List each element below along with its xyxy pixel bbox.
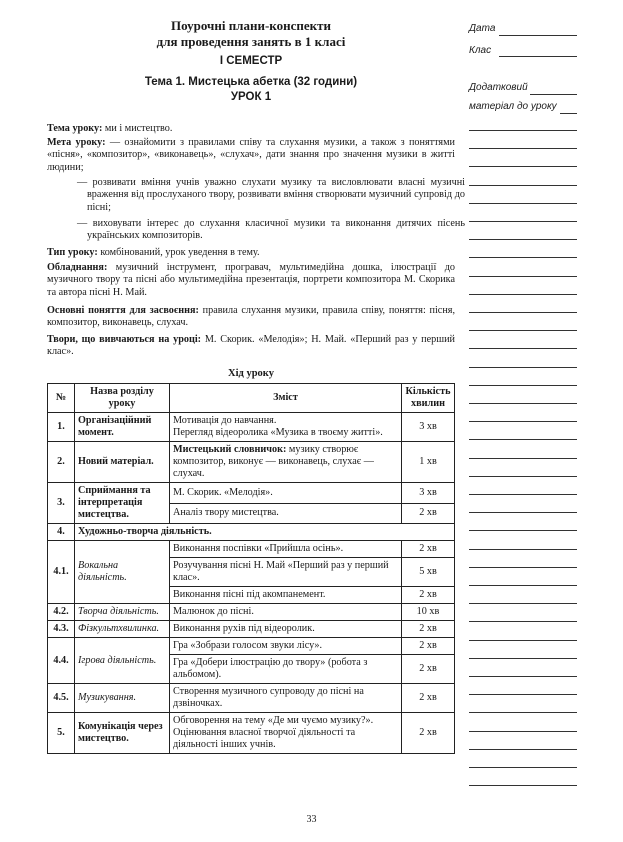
row-content: Аналіз твору мистецтва. <box>170 503 402 524</box>
content-item: Обговорення на тему «Де ми чуємо музику?». <box>173 715 374 726</box>
row-section: Фізкультхвилинка. <box>75 621 170 638</box>
row-content: Гра «Добери ілюстрацію до твору» (робота з альбомом). <box>170 655 402 684</box>
topic-line <box>47 123 455 135</box>
ruled-line <box>469 767 577 768</box>
ruled-line <box>469 476 577 477</box>
table-row <box>48 713 455 754</box>
row-minutes: 3 хв <box>402 413 455 442</box>
table-row <box>48 684 455 713</box>
ruled-line <box>469 603 577 604</box>
ruled-line <box>530 94 577 95</box>
row-content: Розучування пісні Н. Май «Перший раз у перший клас». <box>170 558 402 587</box>
row-minutes: 2 хв <box>402 541 455 558</box>
row-content: Створення музичного супроводу до пісні на дзвіночках. <box>170 684 402 713</box>
ruled-line <box>469 585 577 586</box>
type-label: Тип уроку: <box>47 247 98 258</box>
table-row <box>48 604 455 621</box>
ruled-line <box>469 148 577 149</box>
row-num: 5. <box>48 713 75 754</box>
ruled-line <box>469 185 577 186</box>
page-title <box>47 18 455 50</box>
content-item: Мотивація до навчання. <box>173 415 277 426</box>
goal-label: Мета уроку: <box>47 137 106 148</box>
row-section: Сприймання та інтерпретація мистецтва. <box>75 483 170 524</box>
row-num: 4.2. <box>48 604 75 621</box>
row-num: 3. <box>48 483 75 524</box>
ruled-line <box>469 676 577 677</box>
ruled-line <box>560 113 577 114</box>
row-section: Музикування. <box>75 684 170 713</box>
concepts-label: Основні поняття для засвоєння: <box>47 305 199 316</box>
row-minutes: 3 хв <box>402 483 455 504</box>
type-line <box>47 247 455 259</box>
row-minutes: 2 хв <box>402 503 455 524</box>
topic-text: ми і мистецтво. <box>102 123 173 134</box>
content-bold: Мистецький словничок: <box>173 444 287 455</box>
table-row <box>48 413 455 442</box>
row-num: 4.4. <box>48 638 75 684</box>
content-text: музику створює композитор, виконує — виконавець, слухає — слухач. <box>173 444 374 479</box>
ruled-line <box>469 385 577 386</box>
row-num: 4.5. <box>48 684 75 713</box>
row-num: 4. <box>48 524 75 541</box>
header-section: Назва розділу уроку <box>75 384 170 413</box>
row-content: Малюнок до пісні. <box>170 604 402 621</box>
ruled-line <box>499 35 577 36</box>
title-line-1: Поурочні плани-конспекти <box>171 18 331 33</box>
row-minutes: 2 хв <box>402 621 455 638</box>
ruled-line <box>469 257 577 258</box>
row-content: Виконання рухів під відеоролик. <box>170 621 402 638</box>
ruled-line <box>469 694 577 695</box>
row-minutes: 2 хв <box>402 684 455 713</box>
header-content: Зміст <box>170 384 402 413</box>
row-num: 2. <box>48 442 75 483</box>
semester-heading: І СЕМЕСТР <box>219 55 283 67</box>
row-content <box>170 713 402 754</box>
row-content <box>170 442 402 483</box>
ruled-line <box>469 658 577 659</box>
row-minutes: 10 хв <box>402 604 455 621</box>
sidebar-extra-label-1: Додатковий <box>469 82 528 93</box>
goal-line-1 <box>47 137 455 174</box>
works-line <box>47 334 455 359</box>
table-row <box>48 524 455 541</box>
table-header-row <box>48 384 455 413</box>
ruled-line <box>469 494 577 495</box>
row-section: Ігрова діяльність. <box>75 638 170 684</box>
theme-heading: Тема 1. Мистецька абетка (32 години) <box>144 76 358 88</box>
ruled-line <box>469 239 577 240</box>
ruled-line <box>469 367 577 368</box>
topic-label: Тема уроку: <box>47 123 103 134</box>
row-minutes: 2 хв <box>402 638 455 655</box>
row-section: Творча діяльність. <box>75 604 170 621</box>
row-section: Новий матеріал. <box>75 442 170 483</box>
row-content: Виконання пісні під акомпанемент. <box>170 587 402 604</box>
ruled-line <box>469 712 577 713</box>
ruled-line <box>469 403 577 404</box>
row-minutes: 5 хв <box>402 558 455 587</box>
ruled-line <box>469 640 577 641</box>
row-section: Художньо-творча діяльність. <box>75 524 455 541</box>
row-section: Організаційний момент. <box>75 413 170 442</box>
row-minutes: 2 хв <box>402 655 455 684</box>
lesson-heading: УРОК 1 <box>230 91 272 103</box>
row-num: 4.3. <box>48 621 75 638</box>
goal-text-1: — ознайомити з правилами співу та слухання музики, а також з поняттями «пісня», «композитор», «виконавець», «слухач», дати знання про значення музики в житті людини; <box>47 137 455 173</box>
type-text: комбінований, урок уведення в тему. <box>97 247 260 258</box>
ruled-line <box>469 749 577 750</box>
sidebar-date-label: Дата <box>469 23 496 34</box>
row-minutes: 2 хв <box>402 713 455 754</box>
goal-line-3: — виховувати інтерес до слухання класичної музики та виконання дитячих пісень українських композиторів. <box>77 218 465 242</box>
row-section: Комунікація через мистецтво. <box>75 713 170 754</box>
ruled-line <box>469 330 577 331</box>
sidebar-extra-label-2: матеріал до уроку <box>469 101 557 112</box>
row-content <box>170 413 402 442</box>
ruled-line <box>469 348 577 349</box>
ruled-line <box>469 221 577 222</box>
ruled-line <box>469 276 577 277</box>
equipment-text: музичний інструмент, програвач, мультимедійна дошка, ілюстрації до музичного твору та пісні або мультимедійна презентація, портрети композитора М. Скорика та автора пісні Н. Май. <box>47 262 455 298</box>
ruled-line <box>469 312 577 313</box>
works-label: Твори, що вивчаються на уроці: <box>47 334 202 345</box>
lesson-plan-table <box>47 383 455 754</box>
table-row <box>48 483 455 504</box>
concepts-line <box>47 305 455 330</box>
page-number: 33 <box>306 814 317 825</box>
ruled-line <box>469 439 577 440</box>
ruled-line <box>499 56 577 57</box>
table-row <box>48 621 455 638</box>
ruled-line <box>469 785 577 786</box>
goal-line-2: — розвивати вміння учнів уважно слухати музику та висловлювати власні музичні враження від прослуханого твору, розвивати вміння створювати музичний супровід до пісні; <box>77 177 465 213</box>
row-section: Вокальна діяльність. <box>75 541 170 604</box>
row-content: Гра «Зобрази голосом звуки лісу». <box>170 638 402 655</box>
row-num: 1. <box>48 413 75 442</box>
ruled-line <box>469 458 577 459</box>
title-line-2: для проведення занять в 1 класі <box>156 34 346 49</box>
table-row <box>48 638 455 655</box>
main-column <box>47 18 455 103</box>
ruled-line <box>469 130 577 131</box>
content-item: Оцінювання власної творчої діяльності та діяльності інших учнів. <box>173 727 356 750</box>
table-caption: Хід уроку <box>228 368 274 379</box>
ruled-line <box>469 512 577 513</box>
ruled-line <box>469 549 577 550</box>
ruled-line <box>469 166 577 167</box>
ruled-line <box>469 203 577 204</box>
row-content: М. Скорик. «Мелодія». <box>170 483 402 504</box>
table-row <box>48 541 455 558</box>
equipment-label: Обладнання: <box>47 262 108 273</box>
row-minutes: 2 хв <box>402 587 455 604</box>
works-text: М. Скорик. «Мелодія»; Н. Май. «Перший раз у перший клас». <box>47 334 455 358</box>
content-item: Перегляд відеоролика «Музика в твоєму житті». <box>173 427 383 438</box>
table-row <box>48 442 455 483</box>
concepts-text: правила слухання музики, правила співу, поняття: пісня, композитор, виконавець, слухач. <box>47 305 456 329</box>
sidebar-class-label: Клас <box>469 45 492 56</box>
ruled-line <box>469 530 577 531</box>
ruled-line <box>469 621 577 622</box>
ruled-line <box>469 567 577 568</box>
row-minutes: 1 хв <box>402 442 455 483</box>
row-num: 4.1. <box>48 541 75 604</box>
ruled-line <box>469 294 577 295</box>
header-num: № <box>48 384 75 413</box>
header-minutes: Кількість хвилин <box>402 384 455 413</box>
ruled-line <box>469 731 577 732</box>
row-content: Виконання поспівки «Прийшла осінь». <box>170 541 402 558</box>
equipment-line <box>47 262 455 299</box>
ruled-line <box>469 421 577 422</box>
